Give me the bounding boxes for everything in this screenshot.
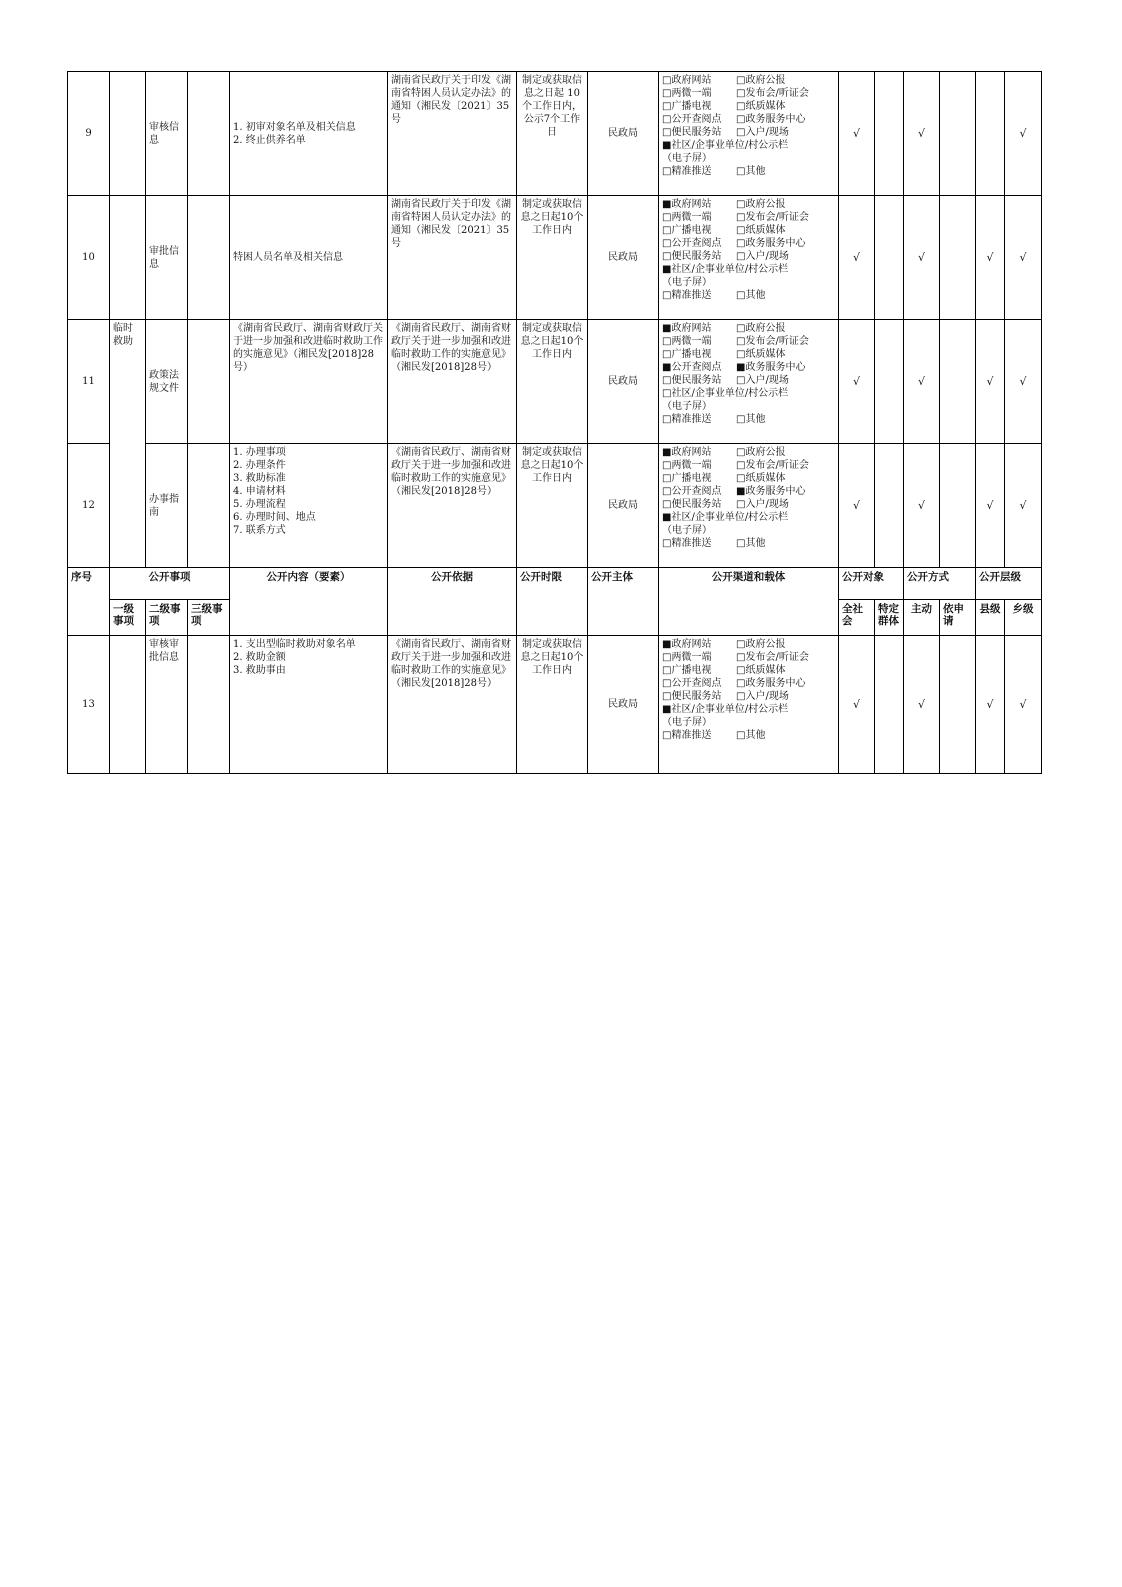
channel-option: □广播电视 <box>662 665 712 676</box>
township-mark: √ <box>1005 444 1042 568</box>
basis-cell: 《湖南省民政厅、湖南省财政厅关于进一步加强和改进临时救助工作的实施意见》（湘民发[2018]28号） <box>388 444 517 568</box>
subject-cell: 民政局 <box>588 444 659 568</box>
all-society-mark: √ <box>839 444 875 568</box>
channel-option: □政府公报 <box>736 199 786 210</box>
channel-option: □精准推送 <box>662 166 712 177</box>
subject-cell: 民政局 <box>588 320 659 444</box>
channel-line <box>662 322 835 335</box>
channel-option: ■政府网站 <box>662 639 712 650</box>
channel-line <box>662 250 835 263</box>
channel-option: （电子屏） <box>662 401 712 412</box>
channel-line <box>662 113 835 126</box>
channel-option: □精准推送 <box>662 290 712 301</box>
header-row <box>68 568 1042 600</box>
channel-option: □入户/现场 <box>736 499 789 510</box>
channel-option: □便民服务站 <box>662 691 722 702</box>
channel-line <box>662 400 835 413</box>
basis-cell: 湖南省民政厅关于印发《湖南省特困人员认定办法》的通知（湘民发〔2021〕35号 <box>388 72 517 196</box>
seq-cell: 13 <box>68 636 110 774</box>
limit-cell: 制定或获取信息之日起10个工作日内 <box>517 196 588 320</box>
channel-option: □政府公报 <box>736 75 786 86</box>
all-society-mark: √ <box>839 72 875 196</box>
channel-option: □两微一端 <box>662 88 712 99</box>
channel-cell <box>659 636 839 774</box>
channel-line <box>662 524 835 537</box>
channel-option: □两微一端 <box>662 212 712 223</box>
channel-line <box>662 276 835 289</box>
channel-line <box>662 716 835 729</box>
channel-line <box>662 224 835 237</box>
specific-group-mark <box>875 320 904 444</box>
channel-option: □入户/现场 <box>736 251 789 262</box>
channel-option: ■社区/企事业单位/村公示栏 <box>662 140 789 151</box>
limit-cell: 制定或获取信息之日起 10个工作日内，公示7个工作日 <box>517 72 588 196</box>
channel-option: □其他 <box>736 290 766 301</box>
content-cell: 《湖南省民政厅、湖南省财政厅关于进一步加强和改进临时救助工作的实施意见》（湘民发[2018]28号） <box>230 320 388 444</box>
level2-cell: 审核审批信息 <box>146 636 188 774</box>
channel-line <box>662 348 835 361</box>
channel-line <box>662 289 835 302</box>
channel-option: □公开查阅点 <box>662 114 722 125</box>
channel-option: □入户/现场 <box>736 127 789 138</box>
specific-group-mark <box>875 72 904 196</box>
content-cell: 1. 初审对象名单及相关信息 2. 终止供养名单 <box>230 72 388 196</box>
channel-line <box>662 335 835 348</box>
channel-option: □政务服务中心 <box>736 238 806 249</box>
channel-line <box>662 459 835 472</box>
channel-line <box>662 729 835 742</box>
channel-option: □纸质媒体 <box>736 225 786 236</box>
channel-option: □便民服务站 <box>662 499 722 510</box>
channel-line <box>662 537 835 550</box>
header-on-request: 依申请 <box>940 600 976 636</box>
channel-option: （电子屏） <box>662 525 712 536</box>
header-specific-group: 特定群体 <box>875 600 904 636</box>
channel-line <box>662 638 835 651</box>
channel-option: ■政务服务中心 <box>736 486 806 497</box>
channel-option: □政务服务中心 <box>736 678 806 689</box>
channel-line <box>662 87 835 100</box>
active-mark: √ <box>904 636 940 774</box>
channel-option: □纸质媒体 <box>736 349 786 360</box>
channel-line <box>662 498 835 511</box>
level2-cell: 审核信息 <box>146 72 188 196</box>
channel-option: ■政府网站 <box>662 447 712 458</box>
subject-cell: 民政局 <box>588 72 659 196</box>
seq-cell: 11 <box>68 320 110 444</box>
level3-cell <box>188 196 230 320</box>
header-level: 公开层级 <box>976 568 1042 600</box>
header-level2: 二级事项 <box>146 600 188 636</box>
table-row <box>68 444 1042 568</box>
township-mark: √ <box>1005 320 1042 444</box>
table-row <box>68 72 1042 196</box>
header-item: 公开事项 <box>110 568 230 600</box>
specific-group-mark <box>875 444 904 568</box>
channel-option: □精准推送 <box>662 538 712 549</box>
header-county: 县级 <box>976 600 1005 636</box>
active-mark: √ <box>904 320 940 444</box>
channel-line <box>662 472 835 485</box>
channel-option: □便民服务站 <box>662 127 722 138</box>
township-mark: √ <box>1005 72 1042 196</box>
channel-option: □公开查阅点 <box>662 238 722 249</box>
level1-cell <box>110 72 146 196</box>
township-mark: √ <box>1005 196 1042 320</box>
level1-cell <box>110 636 146 774</box>
content-cell: 1. 支出型临时救助对象名单 2. 救助金额 3. 救助事由 <box>230 636 388 774</box>
channel-option: □两微一端 <box>662 336 712 347</box>
county-mark: √ <box>976 320 1005 444</box>
channel-option: □政府公报 <box>736 323 786 334</box>
channel-option: ■政府网站 <box>662 323 712 334</box>
level3-cell <box>188 320 230 444</box>
header-limit: 公开时限 <box>517 568 588 636</box>
channel-cell <box>659 444 839 568</box>
channel-option: □精准推送 <box>662 414 712 425</box>
level2-cell: 办事指南 <box>146 444 188 568</box>
county-mark: √ <box>976 636 1005 774</box>
header-level1: 一级事项 <box>110 600 146 636</box>
content-cell: 特困人员名单及相关信息 <box>230 196 388 320</box>
header-channel: 公开渠道和载体 <box>659 568 839 636</box>
channel-option: □广播电视 <box>662 225 712 236</box>
channel-option: □便民服务站 <box>662 375 722 386</box>
county-mark <box>976 72 1005 196</box>
channel-option: □其他 <box>736 414 766 425</box>
specific-group-mark <box>875 196 904 320</box>
channel-option: （电子屏） <box>662 717 712 728</box>
channel-option: □社区/企事业单位/村公示栏 <box>662 388 789 399</box>
channel-option: □发布会/听证会 <box>736 212 809 223</box>
channel-line <box>662 152 835 165</box>
header-content: 公开内容（要素） <box>230 568 388 636</box>
channel-line <box>662 651 835 664</box>
channel-cell <box>659 196 839 320</box>
limit-cell: 制定或获取信息之日起10个工作日内 <box>517 636 588 774</box>
channel-option: □两微一端 <box>662 460 712 471</box>
all-society-mark: √ <box>839 196 875 320</box>
channel-line <box>662 677 835 690</box>
channel-option: ■政务服务中心 <box>736 362 806 373</box>
channel-option: ■社区/企事业单位/村公示栏 <box>662 264 789 275</box>
level3-cell <box>188 444 230 568</box>
channel-line <box>662 387 835 400</box>
channel-line <box>662 263 835 276</box>
header-seq: 序号 <box>68 568 110 636</box>
all-society-mark: √ <box>839 320 875 444</box>
table-row <box>68 196 1042 320</box>
channel-option: □广播电视 <box>662 349 712 360</box>
channel-option: □纸质媒体 <box>736 101 786 112</box>
channel-line <box>662 374 835 387</box>
on-request-mark <box>940 196 976 320</box>
channel-option: ■社区/企事业单位/村公示栏 <box>662 704 789 715</box>
active-mark: √ <box>904 196 940 320</box>
header-level3: 三级事项 <box>188 600 230 636</box>
limit-cell: 制定或获取信息之日起10个工作日内 <box>517 444 588 568</box>
header-township: 乡级 <box>1005 600 1042 636</box>
channel-option: □政府网站 <box>662 75 712 86</box>
header-subject: 公开主体 <box>588 568 659 636</box>
county-mark: √ <box>976 196 1005 320</box>
disclosure-table <box>67 71 1042 774</box>
seq-cell: 9 <box>68 72 110 196</box>
level1-cell <box>110 196 146 320</box>
channel-option: □发布会/听证会 <box>736 652 809 663</box>
channel-option: ■公开查阅点 <box>662 362 722 373</box>
channel-line <box>662 139 835 152</box>
header-all-society: 全社会 <box>839 600 875 636</box>
subject-cell: 民政局 <box>588 196 659 320</box>
table-row <box>68 320 1042 444</box>
basis-cell: 《湖南省民政厅、湖南省财政厅关于进一步加强和改进临时救助工作的实施意见》（湘民发[2018]28号） <box>388 636 517 774</box>
seq-cell: 10 <box>68 196 110 320</box>
channel-line <box>662 511 835 524</box>
channel-line <box>662 664 835 677</box>
channel-cell <box>659 72 839 196</box>
channel-option: □广播电视 <box>662 101 712 112</box>
channel-cell <box>659 320 839 444</box>
level3-cell <box>188 636 230 774</box>
channel-option: □其他 <box>736 166 766 177</box>
active-mark: √ <box>904 444 940 568</box>
active-mark: √ <box>904 72 940 196</box>
channel-option: （电子屏） <box>662 277 712 288</box>
channel-line <box>662 211 835 224</box>
header-basis: 公开依据 <box>388 568 517 636</box>
basis-cell: 湖南省民政厅关于印发《湖南省特困人员认定办法》的通知（湘民发〔2021〕35号 <box>388 196 517 320</box>
channel-line <box>662 126 835 139</box>
channel-option: □入户/现场 <box>736 375 789 386</box>
level2-cell: 审批信息 <box>146 196 188 320</box>
channel-option: □公开查阅点 <box>662 486 722 497</box>
channel-option: □两微一端 <box>662 652 712 663</box>
on-request-mark <box>940 72 976 196</box>
channel-option: □其他 <box>736 538 766 549</box>
category-cell: 临时救助 <box>110 320 146 568</box>
header-object: 公开对象 <box>839 568 904 600</box>
channel-line <box>662 100 835 113</box>
channel-option: □精准推送 <box>662 730 712 741</box>
channel-line <box>662 165 835 178</box>
content-cell: 1. 办理事项 2. 办理条件 3. 救助标准 4. 申请材料 5. 办理流程 6. 办理时间、地点 7. 联系方式 <box>230 444 388 568</box>
level2-cell: 政策法规文件 <box>146 320 188 444</box>
header-method: 公开方式 <box>904 568 976 600</box>
header-active: 主动 <box>904 600 940 636</box>
channel-option: □纸质媒体 <box>736 473 786 484</box>
channel-line <box>662 703 835 716</box>
limit-cell: 制定或获取信息之日起10个工作日内 <box>517 320 588 444</box>
specific-group-mark <box>875 636 904 774</box>
subject-cell: 民政局 <box>588 636 659 774</box>
channel-option: □发布会/听证会 <box>736 336 809 347</box>
channel-option: □发布会/听证会 <box>736 88 809 99</box>
channel-line <box>662 237 835 250</box>
channel-option: （电子屏） <box>662 153 712 164</box>
on-request-mark <box>940 636 976 774</box>
table-row <box>68 636 1042 774</box>
channel-line <box>662 690 835 703</box>
channel-line <box>662 74 835 87</box>
basis-cell: 《湖南省民政厅、湖南省财政厅关于进一步加强和改进临时救助工作的实施意见》（湘民发[2018]28号） <box>388 320 517 444</box>
channel-option: □广播电视 <box>662 473 712 484</box>
channel-option: □纸质媒体 <box>736 665 786 676</box>
channel-option: □政府公报 <box>736 639 786 650</box>
channel-line <box>662 413 835 426</box>
seq-cell: 12 <box>68 444 110 568</box>
level3-cell <box>188 72 230 196</box>
county-mark: √ <box>976 444 1005 568</box>
on-request-mark <box>940 444 976 568</box>
channel-option: ■社区/企事业单位/村公示栏 <box>662 512 789 523</box>
channel-option: □入户/现场 <box>736 691 789 702</box>
channel-option: □发布会/听证会 <box>736 460 809 471</box>
channel-option: □政务服务中心 <box>736 114 806 125</box>
channel-option: □公开查阅点 <box>662 678 722 689</box>
channel-option: □其他 <box>736 730 766 741</box>
all-society-mark: √ <box>839 636 875 774</box>
township-mark: √ <box>1005 636 1042 774</box>
channel-line <box>662 485 835 498</box>
channel-line <box>662 446 835 459</box>
channel-line <box>662 198 835 211</box>
on-request-mark <box>940 320 976 444</box>
channel-option: □政府公报 <box>736 447 786 458</box>
channel-option: □便民服务站 <box>662 251 722 262</box>
channel-line <box>662 361 835 374</box>
channel-option: ■政府网站 <box>662 199 712 210</box>
